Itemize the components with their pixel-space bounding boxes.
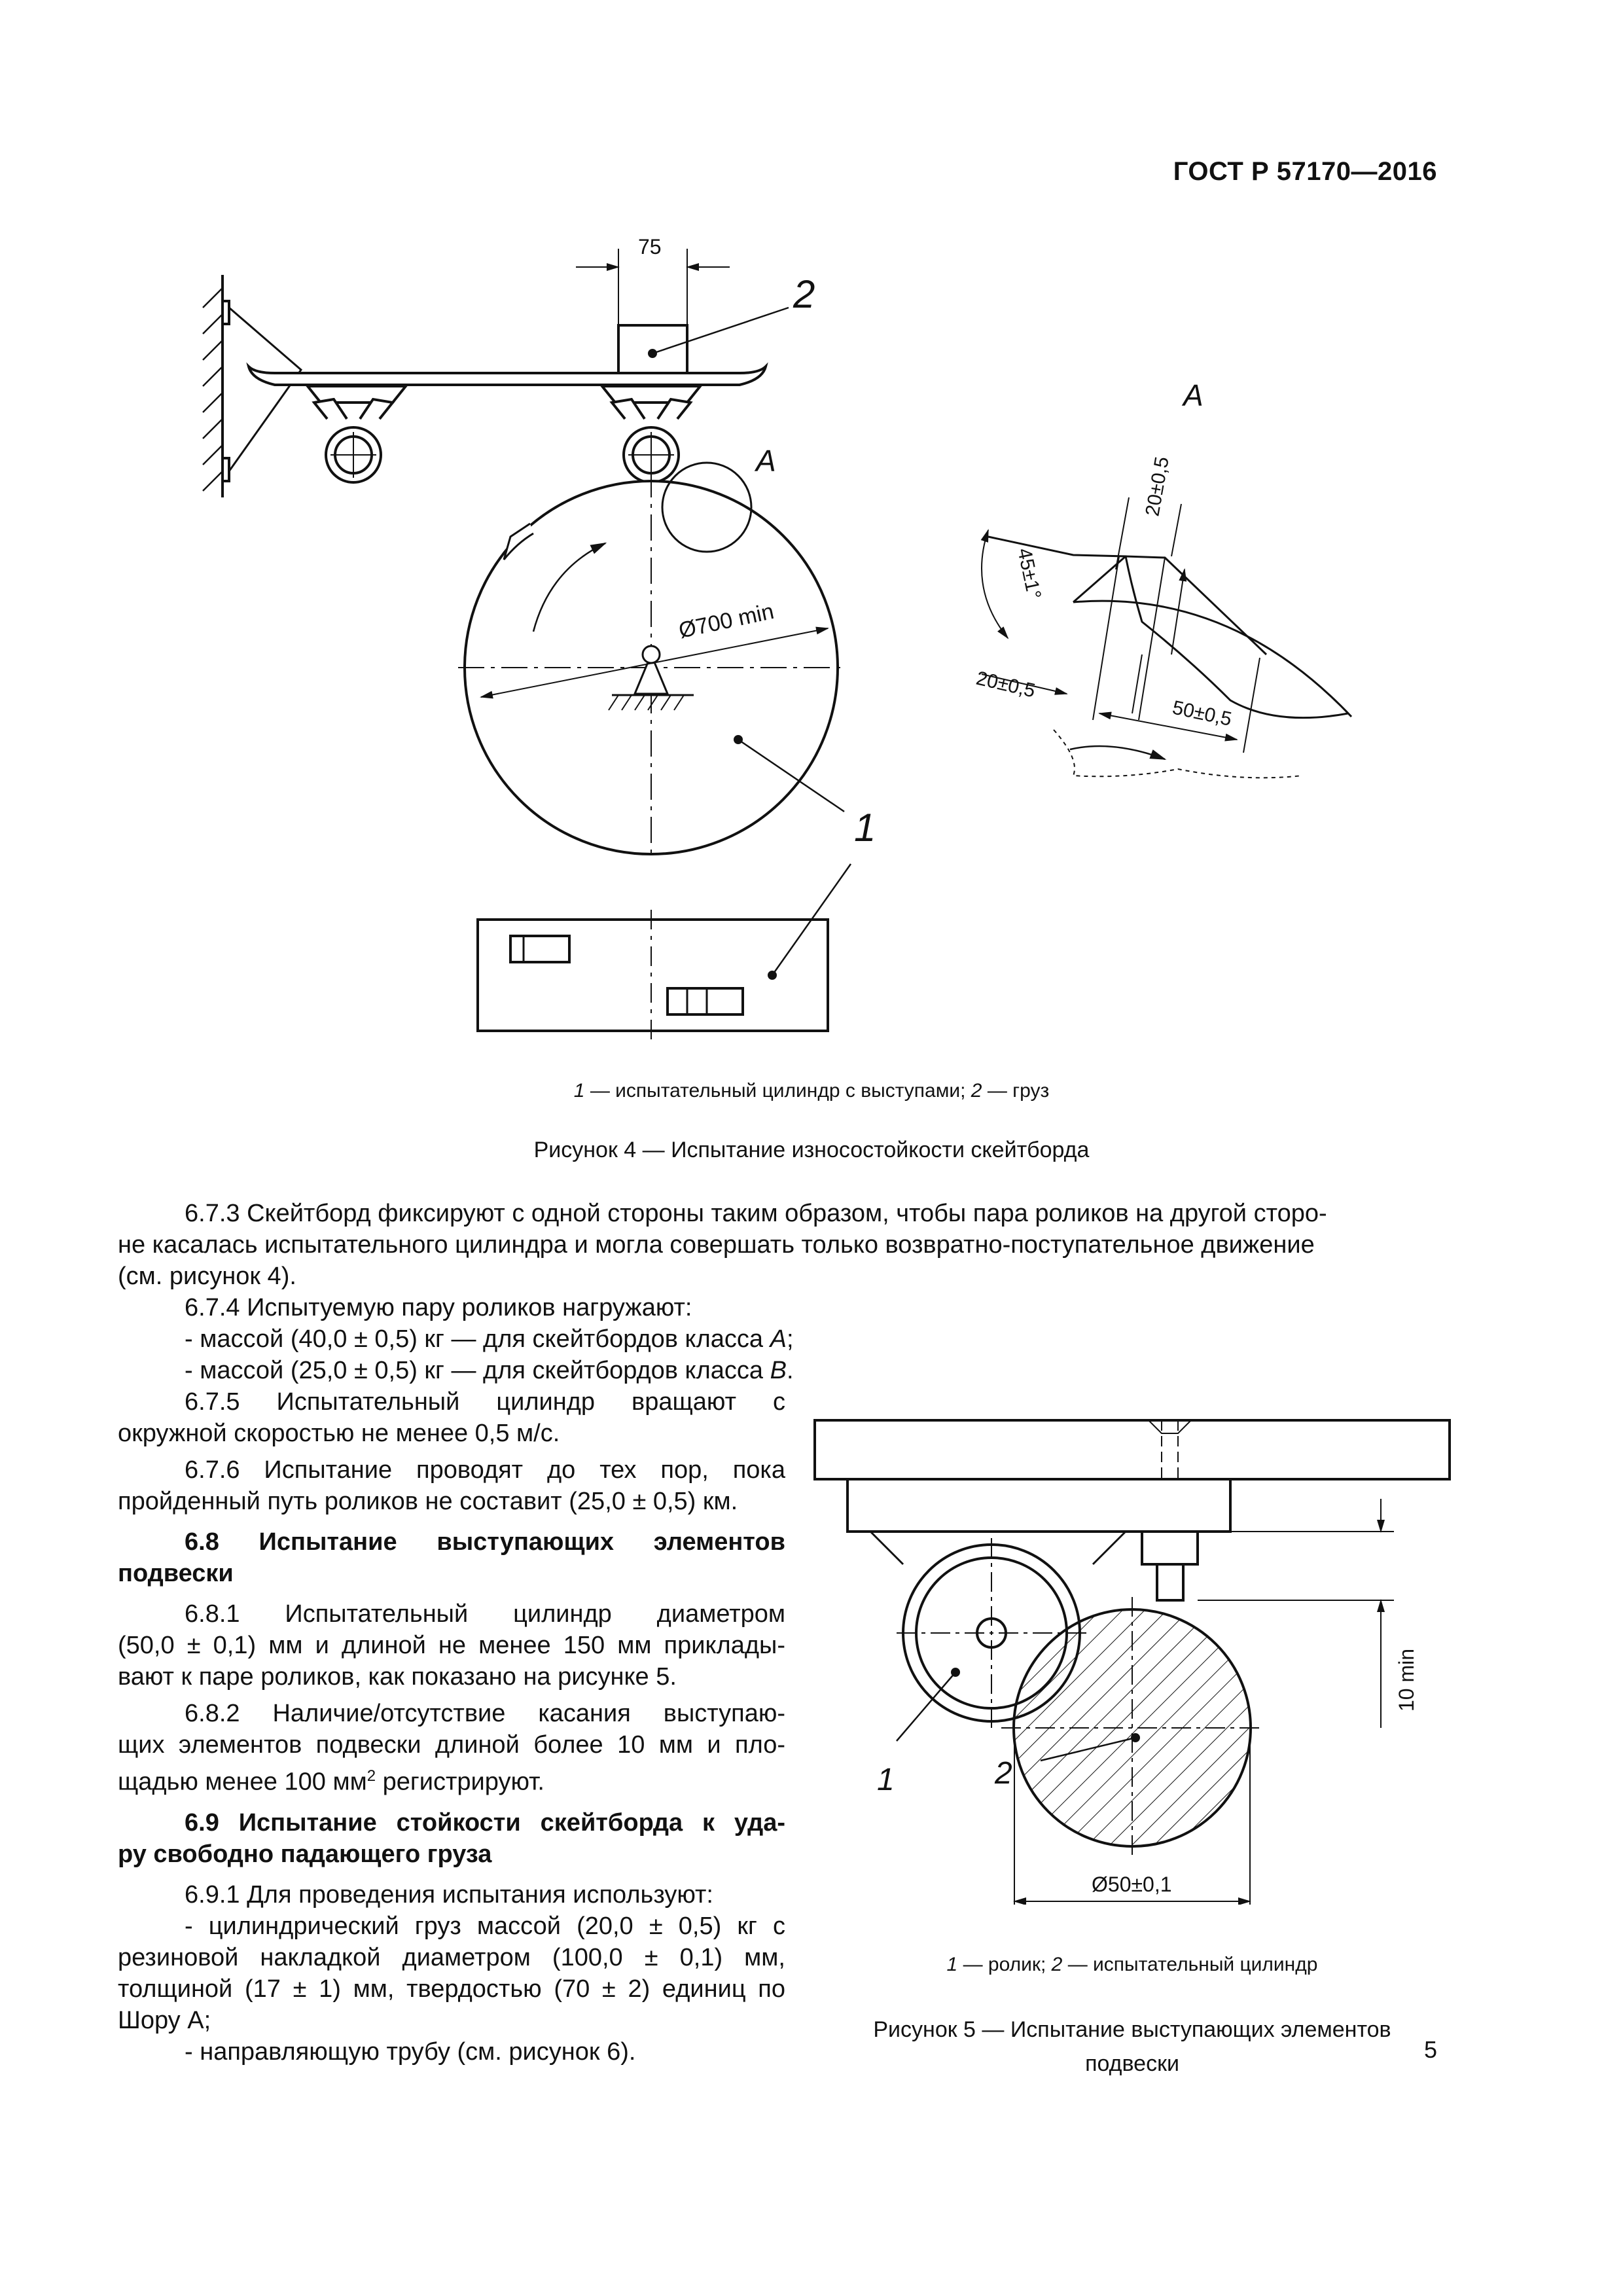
dim-45-angle: 45±1° <box>1013 546 1045 601</box>
heading-6-8: 6.8 Испытание выступающих элементов <box>185 1528 785 1556</box>
figure-5-drawing <box>805 1407 1459 1905</box>
figure-4-drawing <box>0 216 1623 1080</box>
page-number: 5 <box>1423 2036 1437 2063</box>
dim-diameter-50: Ø50±0,1 <box>1092 1873 1172 1896</box>
diameter-700-label: Ø700 min <box>676 599 776 643</box>
section-6-7-3: 6.7.3 Скейтборд фиксируют с одной стороны таким образом, чтобы пара роликов на другой сторо- не касалась испытательного цилиндра и могла совершать только возвратно-поступательное движение (см. рисунок 4). 6.7.4 Испытуемую пару роликов нагружают: - массой (40,0 ± 0,5) кг — для скейтбордов класса А; - массой (25,0 ± 0,5) кг — для скейтбордов класса В. <box>118 1198 1444 1386</box>
detail-a <box>982 497 1351 778</box>
deck-section <box>815 1420 1450 1479</box>
left-column: 6.7.5 Испытательный цилиндр вращают с окружной скоростью не менее 0,5 м/с. 6.7.6 Испытание проводят до тех пор, пока пройденный путь роликов не составит (25,0 ± 0,5) км. 6.8 Испытание выступающих элементов подвески 6.8.1 Испытательный цилиндр диаметром (50,0 ± 0,1) мм и длиной не менее 150 мм приклады- вают к паре роликов, как показано на рисунке 5. 6.8.2 Наличие/отсутствие касания выступаю- щих элементов подвески длиной более 10 мм и пло- щадью менее 100 $мм^2$ регистрируют. 6.9 Испытание стойкости скейтборда к уда- ру свободно падающего груза 6.9.1 Для проведения испытания используют: - цилиндрический груз массой (20,0 ± 0,5) кг с резиновой накладкой диаметром (100,0 ± 0,1) мм, толщиной (17 ± 1) мм, твердостью (70 ± 2) единиц по Шору А; - направляющую трубу (см. рисунок 6). <box>118 1388 785 2066</box>
dim-50: 50±0,5 <box>1170 696 1234 730</box>
wall-hatch <box>203 288 223 491</box>
cylinder-label: 2 <box>995 1756 1012 1791</box>
figure-5-caption: Рисунок 5 — Испытание выступающих элементов подвески <box>873 2017 1391 2076</box>
dim-20-vertical: 20±0,5 <box>1141 455 1173 518</box>
roller-label: 1 <box>877 1763 895 1797</box>
document-id: ГОСТ Р 57170—2016 <box>1173 157 1437 186</box>
dim-75-label: 75 <box>638 235 662 259</box>
figure-5-legend: 1 — ролик; 2 — испытательный цилиндр <box>946 1954 1318 1975</box>
detail-a-marker: A <box>756 444 776 478</box>
dim-20-horizontal: 20±0,5 <box>974 667 1038 702</box>
heading-6-9: 6.9 Испытание стойкости скейтборда к уда- <box>185 1808 785 1837</box>
dim-10-min: 10 min <box>1395 1648 1418 1712</box>
figure-4-legend: 1 — испытательный цилиндр с выступами; 2 — груз <box>573 1080 1050 1102</box>
section-6-7-4: 6.7.4 Испытуемую пару роликов нагружают: <box>185 1294 692 1321</box>
baseplate <box>847 1479 1230 1532</box>
detail-a-title: A <box>1183 378 1204 412</box>
figure-4-caption: Рисунок 4 — Испытание износостойкости скейтборда <box>533 1138 1090 1162</box>
leader-1-label: 1 <box>854 806 876 850</box>
truck-left <box>308 386 406 482</box>
leader-2-label: 2 <box>793 272 815 316</box>
